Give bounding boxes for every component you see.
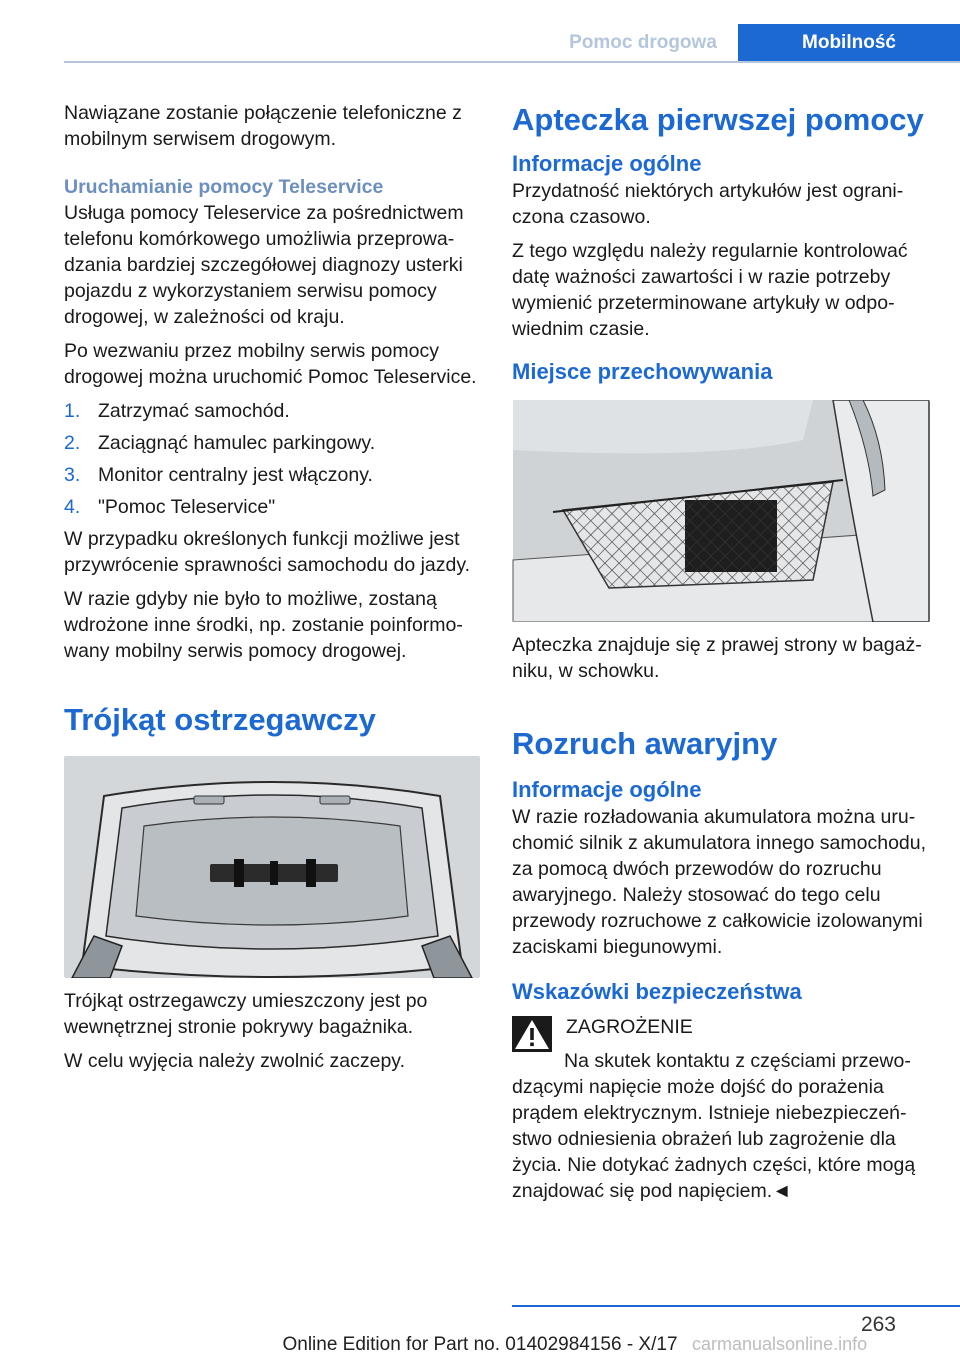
- jump-general-info-heading: Informacje ogólne: [512, 777, 702, 802]
- teleservice-heading: Uruchamianie pomocy Teleservice: [64, 176, 384, 198]
- step-number: 1.: [64, 400, 81, 422]
- step-text: Zatrzymać samochód.: [98, 400, 290, 422]
- danger-label: ZAGROŻENIE: [566, 1016, 693, 1038]
- storage-caption: Apteczka znajduje się z prawej strony w bagażniku, w schowku.: [512, 634, 922, 682]
- step-text: Monitor centralny jest włączony.: [98, 464, 373, 486]
- teleservice-paragraph-2: Po wezwaniu przez mobilny serwis pomocy drogowej można uruchomić Pomoc Teleservice.: [64, 340, 477, 388]
- first-aid-heading: Apteczka pierwszej pomocy: [512, 102, 924, 137]
- list-item: [64, 398, 480, 424]
- warning-triangle-heading: Trójkąt ostrzegawczy: [64, 702, 376, 737]
- warning-triangle-text-1: Trójkąt ostrzegawczy umieszczony jest po wewnętrznej stronie pokrywy bagażnika.: [64, 990, 428, 1038]
- jump-start-paragraph: W razie rozładowania akumulatora można uruchomić silnik z akumulatora innego samochodu, za pomocą dwóch przewodów do rozruchu awaryjnego. Należy stosować do tego celu przewody rozruchowe z całkowicie izolowanymi zaciskami biegunowymi.: [512, 806, 927, 958]
- list-item: [64, 462, 480, 488]
- storage-heading: Miejsce przechowywania: [512, 359, 773, 384]
- trunk-lid-figure: [64, 756, 480, 978]
- right-column: [512, 100, 930, 1212]
- danger-label-wrap: [566, 1014, 693, 1046]
- general-info-paragraph-1: Przydatność niektórych artykułów jest ograniczona czasowo.: [512, 180, 904, 228]
- step-text: "Pomoc Teleservice": [98, 496, 276, 518]
- step-number: 2.: [64, 432, 81, 454]
- list-item: [64, 430, 480, 456]
- list-item: [64, 494, 480, 520]
- safety-heading: Wskazówki bezpieczeństwa: [512, 979, 802, 1004]
- steps-list: [64, 398, 480, 520]
- header-tab-mobility[interactable]: Mobilność: [738, 24, 960, 62]
- result-paragraph-1: W przypadku określonych funkcji możliwe jest przywrócenie sprawności samochodu do jazdy.: [64, 528, 471, 576]
- general-info-paragraph-2: Z tego względu należy regularnie kontrolować datę ważności zawartości i w razie potrzeby wymienić przeterminowane artykuły w odpowiednim czasie.: [512, 240, 908, 340]
- watermark: carmanualsonline.info: [692, 1334, 868, 1354]
- header-tab-roadside-assistance[interactable]: Pomoc drogowa: [569, 32, 717, 53]
- header-divider: [64, 61, 960, 63]
- result-paragraph-2: W razie gdyby nie było to możliwe, zostaną wdrożone inne środki, np. zostanie poinformowany mobilny serwis pomocy drogowej.: [64, 588, 463, 662]
- edition-footer: Online Edition for Part no. 01402984156 - X/17: [282, 1334, 678, 1355]
- danger-notice: [512, 1014, 930, 1052]
- step-number: 3.: [64, 464, 81, 486]
- danger-text: Na skutek kontaktu z częściami przewodzącymi napięcie może dojść do porażenia prądem elektrycznym. Istnieje niebezpieczeństwo odniesienia obrażeń lub zagrożenie dla życia. Nie dotykać żadnych części, które mogą znajdować się pod napięciem.◄: [512, 1050, 916, 1202]
- teleservice-paragraph-1: Usługa pomocy Teleservice za pośrednictwem telefonu komórkowego umożliwia przeprowadzania bardziej szczegółowej diagnozy usterki pojazdu z wykorzystaniem serwisu pomocy drogowej, w zależności od kraju.: [64, 202, 464, 328]
- jump-start-heading: Rozruch awaryjny: [512, 726, 778, 761]
- footer-divider: [512, 1305, 960, 1307]
- left-column: [64, 100, 480, 1082]
- step-text: Zaciągnąć hamulec parkingowy.: [98, 432, 376, 454]
- first-aid-storage-figure: [512, 400, 930, 622]
- warning-triangle-icon: [512, 1016, 552, 1052]
- intro-text: Nawiązane zostanie połączenie telefoniczne z mobilnym serwisem drogowym.: [64, 102, 462, 150]
- page-number: 263: [860, 1313, 896, 1336]
- general-info-heading: Informacje ogólne: [512, 151, 702, 176]
- step-number: 4.: [64, 496, 81, 518]
- warning-triangle-text-2: W celu wyjęcia należy zwolnić zaczepy.: [64, 1050, 406, 1072]
